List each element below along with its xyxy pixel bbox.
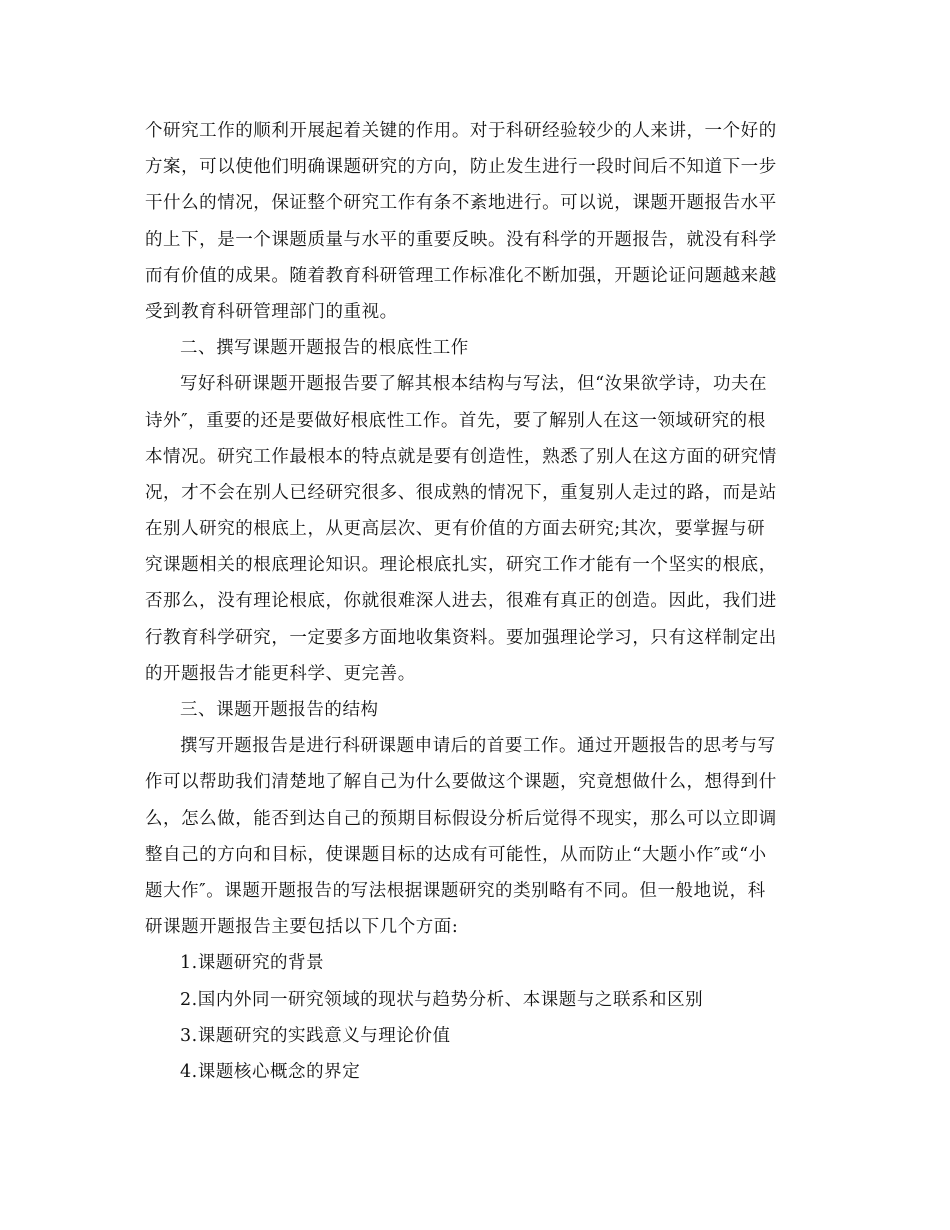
text-line: 个研究工作的顺利开展起着关键的作用。对于科研经验较少的人来讲，一个好的 <box>145 121 777 141</box>
text-line: 在别人研究的根底上，从更高层次、更有价值的方面去研究;其次，要掌握与研 <box>145 519 766 540</box>
numbered-list <box>145 945 805 1090</box>
text-line: 的开题报告才能更科学、更完善。 <box>145 663 416 684</box>
list-item: 3.课题研究的实践意义与理论价值 <box>180 1025 451 1046</box>
document-page <box>145 113 805 1090</box>
text-line: 题大作″。课题开题报告的写法根据课题研究的类别略有不同。但一般地说，科 <box>145 880 766 901</box>
list-item: 2.国内外同一研究领域的现状与趋势分析、本课题与之联系和区别 <box>180 989 704 1010</box>
text-line: 整自己的方向和目标，使课题目标的达成有可能性，从而防止“大题小作″或“小 <box>145 844 767 865</box>
text-line: 撰写开题报告是进行科研课题申请后的首要工作。通过开题报告的思考与写 <box>180 736 776 757</box>
paragraph-1 <box>145 113 805 330</box>
text-line: 而有价值的成果。随着教育科研管理工作标准化不断加强，开题论证问题越来越 <box>145 265 777 286</box>
text-line: 的上下，是一个课题质量与水平的重要反映。没有科学的开题报告，就没有科学 <box>145 229 777 250</box>
list-item: 4.课题核心概念的界定 <box>180 1061 361 1082</box>
paragraph-2 <box>145 366 805 692</box>
text-line: 么，怎么做，能否到达自己的预期目标假设分析后觉得不现实，那么可以立即调 <box>145 808 777 829</box>
paragraph-3 <box>145 728 805 945</box>
text-line: 干什么的情况，保证整个研究工作有条不紊地进行。可以说，课题开题报告水平 <box>145 193 777 214</box>
text-line: 诗外″，重要的还是要做好根底性工作。首先，要了解别人在这一领域研究的根 <box>145 410 766 431</box>
text-line: 受到教育科研管理部门的重视。 <box>145 301 398 322</box>
section-heading-2: 二、撰写课题开题报告的根底性工作 <box>180 338 469 359</box>
text-line: 行教育科学研究，一定要多方面地收集资料。要加强理论学习，只有这样制定出 <box>145 627 777 648</box>
section-heading-3: 三、课题开题报告的结构 <box>180 700 379 720</box>
text-line: 况，才不会在别人已经研究很多、很成熟的情况下，重复别人走过的路，而是站 <box>145 482 777 503</box>
text-line: 究课题相关的根底理论知识。理论根底扎实，研究工作才能有一个坚实的根底， <box>145 555 777 576</box>
list-item: 1.课题研究的背景 <box>180 953 325 974</box>
text-line: 作可以帮助我们清楚地了解自己为什么要做这个课题，究竟想做什么，想得到什 <box>145 772 777 793</box>
text-line: 方案，可以使他们明确课题研究的方向，防止发生进行一段时间后不知道下一步 <box>145 157 777 178</box>
text-line: 本情况。研究工作最根本的特点就是要有创造性，熟悉了别人在这方面的研究情 <box>145 446 777 467</box>
text-line: 写好科研课题开题报告要了解其根本结构与写法，但“汝果欲学诗，功夫在 <box>180 374 768 395</box>
text-line: 否那么，没有理论根底，你就很难深人进去，很难有真正的创造。因此，我们进 <box>145 591 777 612</box>
text-line: 研课题开题报告主要包括以下几个方面: <box>145 917 459 938</box>
